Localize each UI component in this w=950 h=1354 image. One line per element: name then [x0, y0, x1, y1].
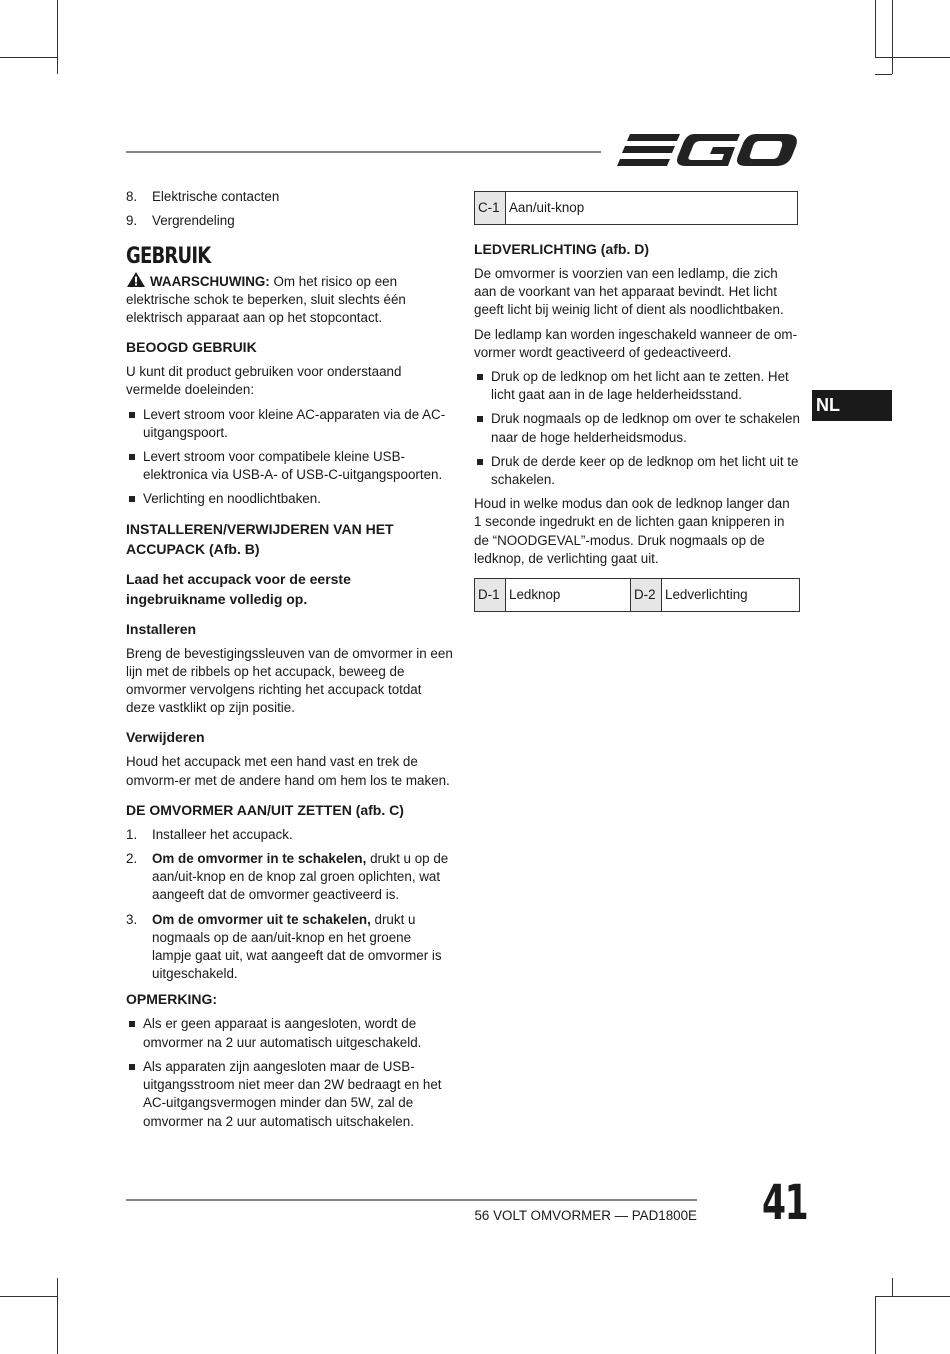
bullet-square-icon — [474, 410, 491, 446]
charge-note: Laad het accupack voor de eerste ingebruikname volledig op. — [126, 570, 351, 607]
warning-text: Om het risico op een elektrische schok te beperken, sluit slechts één elektrisch apparaat aan op het stopcontact. — [126, 273, 406, 326]
crop-mark — [57, 1278, 58, 1354]
list-item: Als er geen apparaat is aangesloten, wordt de omvormer na 2 uur automatisch uitgeschakeld. — [126, 1015, 454, 1051]
battery-heading: INSTALLEREN/VERWIJDEREN VAN HET ACCUPACK (Afb. B) — [126, 520, 394, 557]
table-row: D-1 Ledknop D-2 Ledverlichting — [475, 579, 800, 612]
parts-list — [126, 188, 454, 230]
remove-text: Houd het accupack met een hand vast en trek de omvorm-er met de andere hand om hem los te maken. — [126, 754, 450, 788]
list-item: 8. Elektrische contacten — [126, 189, 280, 204]
power-heading: DE OMVORMER AAN/UIT ZETTEN (afb. C) — [126, 801, 404, 818]
crop-mark — [0, 1296, 57, 1297]
right-column — [474, 188, 800, 612]
warning-paragraph — [126, 271, 454, 328]
reference-table-d — [474, 578, 800, 612]
bullet-square-icon — [126, 490, 143, 508]
bullet-square-icon — [126, 406, 143, 442]
crop-mark — [875, 74, 892, 75]
reference-table-c — [474, 191, 798, 225]
page-number: 41 — [762, 1175, 808, 1231]
table-row: C-1 Aan/uit-knop — [475, 192, 798, 225]
list-item: 2. Om de omvormer in te schakelen, drukt u op de aan/uit-knop en de knop zal groen oplichten, wat aangeeft dat de omvormer geactiveerd is. — [126, 851, 449, 903]
list-item: Als apparaten zijn aangesloten maar de USB-uitgangsstroom niet meer dan 2W bedraagt en het AC-uitgangsvermogen minder dan 5W, zal de omvormer na 2 uur automatisch uitschakelen. — [126, 1058, 454, 1131]
led-paragraph: De ledlamp kan worden ingeschakeld wanneer de om-vormer wordt geactiveerd of gedeactiveerd. — [474, 326, 798, 360]
led-heading: LEDVERLICHTING (afb. D) — [474, 241, 649, 257]
bullet-square-icon — [474, 453, 491, 489]
warning-triangle-icon — [126, 271, 146, 288]
list-item: Druk de derde keer op de ledknop om het licht uit te schakelen. — [474, 453, 800, 489]
crop-mark — [892, 1278, 893, 1296]
left-column — [126, 188, 454, 1137]
crop-mark — [0, 57, 57, 58]
install-heading: Installeren — [126, 620, 197, 637]
crop-mark — [875, 1296, 876, 1354]
section-title: GEBRUIK — [126, 244, 211, 270]
note-list — [126, 1015, 454, 1130]
led-paragraph: Houd in welke modus dan ook de ledknop langer dan 1 seconde ingedrukt en de lichten gaan knipperen in de “NOODGEVAL”-modus. Druk nogmaals op de ledknop, de verlichting gaat uit. — [474, 496, 790, 566]
list-item: Verlichting en noodlichtbaken. — [126, 490, 454, 508]
bullet-square-icon — [126, 1058, 143, 1131]
intended-use-intro: U kunt dit product gebruiken voor onderstaand vermelde doeleinden: — [126, 364, 402, 398]
crop-mark — [57, 0, 58, 74]
install-text: Breng de bevestigingssleuven van de omvormer in een lijn met de ribbels op het accupack, beweeg de omvormer vervolgens richting het accupack totdat deze vastklikt op zijn positie. — [126, 645, 453, 716]
list-item: Levert stroom voor compatibele kleine USB-elektronica via USB-A- of USB-C-uitgangspoorten. — [126, 448, 454, 484]
crop-mark — [875, 0, 876, 57]
remove-heading: Verwijderen — [126, 729, 205, 746]
note-heading: OPMERKING: — [126, 991, 217, 1008]
led-paragraph: De omvormer is voorzien van een ledlamp, die zich aan de voorkant van het apparaat bevindt. Het licht geeft licht bij weinig licht of dient als noodlichtbaken. — [474, 266, 784, 318]
crop-mark — [892, 0, 893, 74]
bullet-square-icon — [126, 448, 143, 484]
crop-mark — [875, 1296, 950, 1297]
power-steps — [126, 826, 454, 984]
bullet-square-icon — [126, 1015, 143, 1051]
ego-logo — [616, 128, 800, 172]
led-list — [474, 368, 800, 489]
list-item: Druk nogmaals op de ledknop om over te schakelen naar de hoge helderheidsmodus. — [474, 410, 800, 446]
intended-use-heading: BEOOGD GEBRUIK — [126, 339, 257, 356]
intended-use-list — [126, 406, 454, 509]
list-item: 3. Om de omvormer uit te schakelen, drukt u nogmaals op de aan/uit-knop en het groene lampje gaat uit, wat aangeeft dat de omvormer is uitgeschakeld. — [126, 911, 442, 982]
footer-title: 56 VOLT OMVORMER — PAD1800E — [474, 1208, 697, 1223]
list-item: 9. Vergrendeling — [126, 213, 235, 229]
footer-rule — [126, 1199, 697, 1201]
list-item: 1. Installeer het accupack. — [126, 826, 293, 842]
crop-mark — [875, 57, 950, 58]
warning-label: WAARSCHUWING: — [150, 273, 270, 289]
list-item: Levert stroom voor kleine AC-apparaten via de AC-uitgangspoort. — [126, 406, 454, 442]
list-item: Druk op de ledknop om het licht aan te zetten. Het licht gaat aan in de lage helderheidsstand. — [474, 368, 800, 404]
bullet-square-icon — [474, 368, 491, 404]
language-tab: NL — [812, 390, 892, 421]
header-rule — [126, 151, 601, 153]
